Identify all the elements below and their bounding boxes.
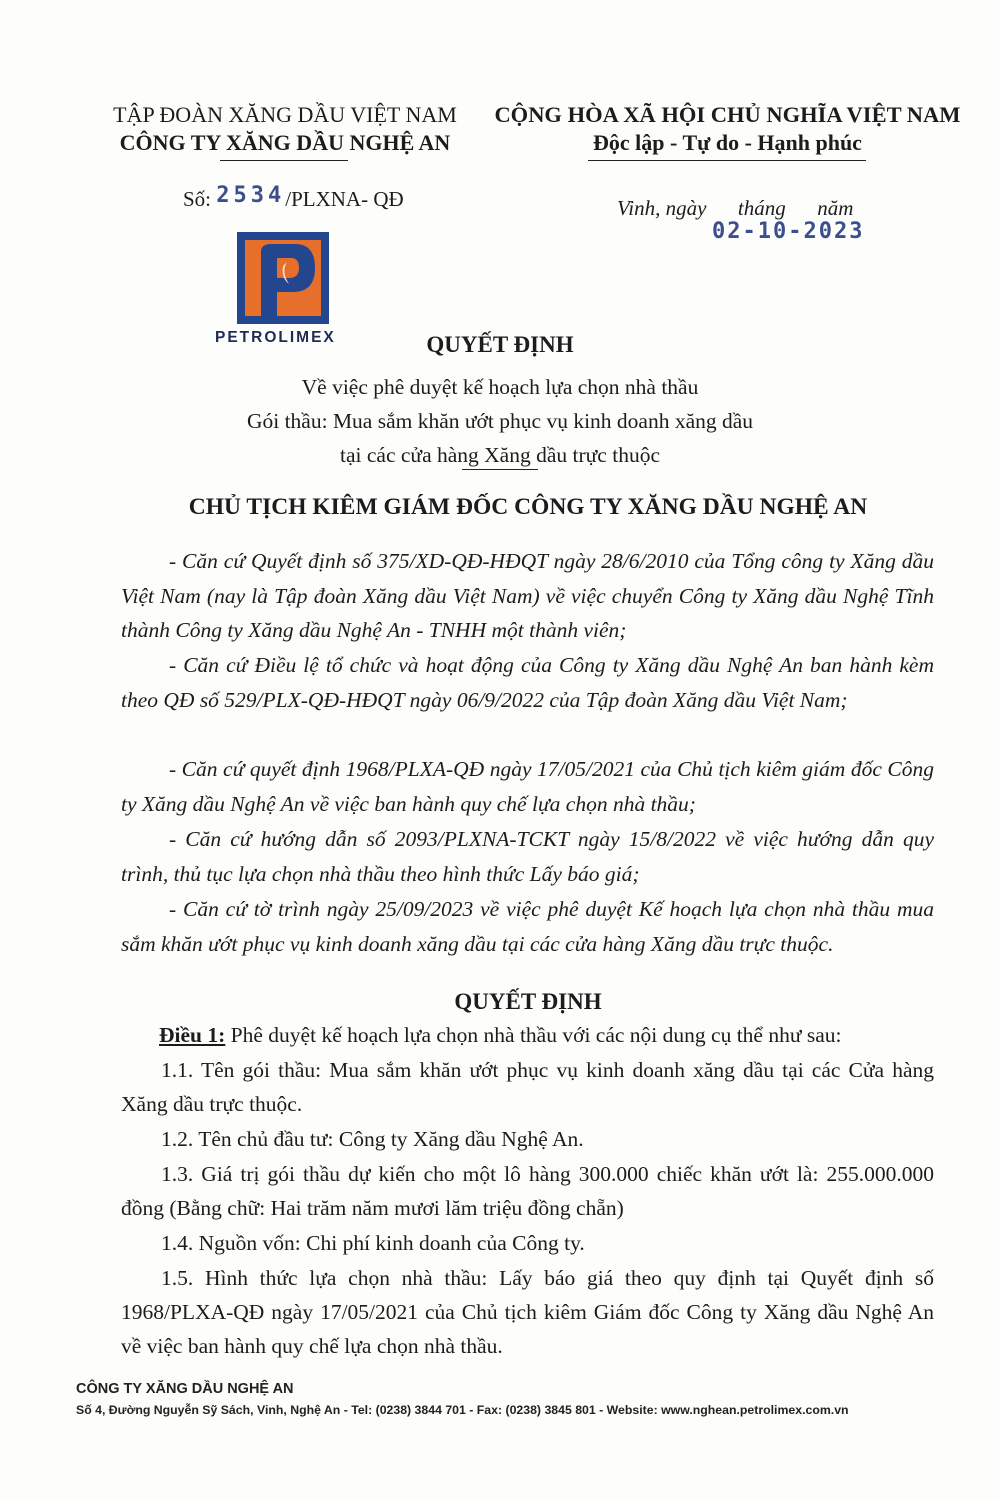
org-parent-name: TẬP ĐOÀN XĂNG DẦU VIỆT NAM: [113, 102, 457, 127]
article-1: [121, 1018, 934, 1052]
item-1-1: 1.1. Tên gói thầu: Mua sắm khăn ướt phục vụ kinh doanh xăng dầu tại các Cửa hàng Xăng dầu trực thuộc.: [121, 1058, 934, 1116]
ground-5: - Căn cứ tờ trình ngày 25/09/2023 về việc phê duyệt Kế hoạch lựa chọn nhà thầu mua sắm khăn ướt phục vụ kinh doanh xăng dầu tại các cửa hàng Xăng dầu trực thuộc.: [121, 897, 934, 956]
footer-company: CÔNG TY XĂNG DẦU NGHỆ AN: [76, 1381, 294, 1397]
subject-line-1: Về việc phê duyệt kế hoạch lựa chọn nhà thầu: [301, 375, 699, 399]
logo-wordmark: PETROLIMEX: [215, 329, 336, 346]
article-1-label: Điều 1:: [159, 1023, 226, 1047]
ground-2: - Căn cứ Điều lệ tổ chức và hoạt động của Công ty Xăng dầu Nghệ An ban hành kèm theo QĐ số 529/PLX-QĐ-HĐQT ngày 06/9/2022 của Tập đoàn Xăng dầu Việt Nam;: [121, 653, 934, 712]
petrolimex-logo-icon: [237, 232, 329, 324]
nation-motto: Độc lập - Tự do - Hạnh phúc: [593, 130, 862, 155]
petrolimex-logo: [237, 232, 329, 324]
org-underline: [220, 160, 348, 161]
nation-name: CỘNG HÒA XÃ HỘI CHỦ NGHĨA VIỆT NAM: [494, 102, 961, 127]
document-number: [183, 183, 404, 212]
motto-underline: [588, 160, 866, 161]
item-1-3: 1.3. Giá trị gói thầu dự kiến cho một lô hàng 300.000 chiếc khăn ướt là: 255.000.000 đồng (Bằng chữ: Hai trăm năm mươi lăm triệu đồng chẵn): [121, 1162, 934, 1220]
ground-3: - Căn cứ quyết định 1968/PLXA-QĐ ngày 17/05/2021 của Chủ tịch kiêm giám đốc Công ty Xăng dầu Nghệ An về việc ban hành quy chế lựa chọn nhà thầu;: [121, 757, 934, 816]
item-1-5: 1.5. Hình thức lựa chọn nhà thầu: Lấy báo giá theo quy định tại Quyết định số 1968/PLXA-QĐ ngày 17/05/2021 của Chủ tịch kiêm Giám đốc Công ty Xăng dầu Nghệ An về việc ban hành quy chế lựa chọn nhà thầu.: [121, 1266, 934, 1358]
subject-underline: [462, 469, 538, 470]
number-stamp: 2534: [216, 183, 286, 208]
place-date: Vinh, ngày tháng năm: [617, 196, 854, 220]
item-1-4: 1.4. Nguồn vốn: Chi phí kinh doanh của Công ty.: [161, 1231, 585, 1255]
subject-line-3: tại các cửa hàng Xăng dầu trực thuộc: [340, 443, 660, 467]
decision-heading: QUYẾT ĐỊNH: [454, 989, 602, 1014]
article-1-text: Phê duyệt kế hoạch lựa chọn nhà thầu với các nội dung cụ thể như sau:: [225, 1023, 842, 1047]
footer-address: Số 4, Đường Nguyễn Sỹ Sách, Vinh, Nghệ An - Tel: (0238) 3844 701 - Fax: (0238) 3845 801 - Website: www.nghean.petrolimex.com.vn: [76, 1403, 849, 1417]
date-stamp: 02-10-2023: [712, 219, 865, 244]
number-suffix: /PLXNA- QĐ: [285, 187, 404, 211]
decision-title: QUYẾT ĐỊNH: [426, 332, 574, 357]
number-prefix: Số:: [183, 187, 212, 211]
ground-4: - Căn cứ hướng dẫn số 2093/PLXNA-TCKT ngày 15/8/2022 về việc hướng dẫn quy trình, thủ tục lựa chọn nhà thầu theo hình thức Lấy báo giá;: [121, 827, 934, 886]
issuing-authority: CHỦ TỊCH KIÊM GIÁM ĐỐC CÔNG TY XĂNG DẦU NGHỆ AN: [188, 494, 868, 520]
ground-1: - Căn cứ Quyết định số 375/XD-QĐ-HĐQT ngày 28/6/2010 của Tổng công ty Xăng dầu Việt Nam (nay là Tập đoàn Xăng dầu Việt Nam) về việc chuyển Công ty Xăng dầu Nghệ Tĩnh thành Công ty Xăng dầu Nghệ An - TNHH một thành viên;: [121, 549, 934, 642]
subject-line-2: Gói thầu: Mua sắm khăn ướt phục vụ kinh doanh xăng dầu: [246, 409, 754, 433]
item-1-2: 1.2. Tên chủ đầu tư: Công ty Xăng dầu Nghệ An.: [161, 1127, 584, 1151]
org-company-name: CÔNG TY XĂNG DẦU NGHỆ AN: [119, 130, 451, 155]
